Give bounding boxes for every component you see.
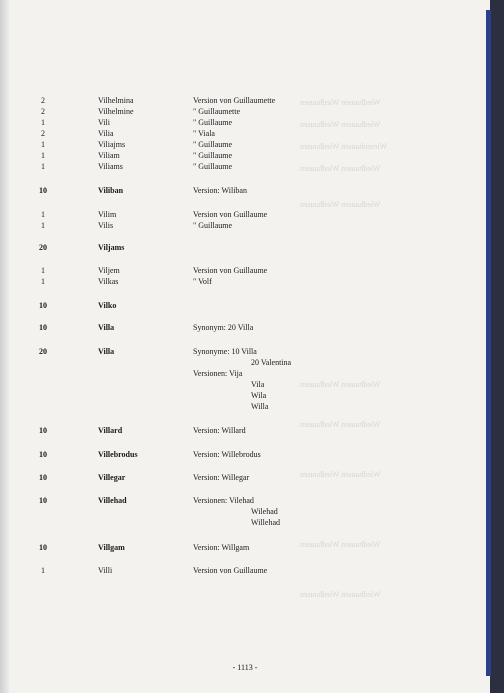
- entry-subreference: Wilehad: [251, 507, 278, 516]
- entry-count: 10: [39, 323, 47, 332]
- entry-name: Vilim: [98, 210, 117, 219]
- entry-count: 1: [41, 210, 45, 219]
- entry-name: Viliajms: [98, 140, 126, 149]
- entry-reference: Version: Willegar: [193, 473, 250, 482]
- entry-count: 2: [41, 129, 45, 138]
- entry-reference: Version: Willard: [193, 426, 246, 435]
- entry-name: Viliam: [98, 151, 120, 160]
- entry-name: Villi: [98, 566, 113, 575]
- entry-subreference: Willa: [251, 402, 269, 411]
- entry-name: Viliban: [98, 186, 124, 195]
- entry-count: 1: [41, 118, 45, 127]
- entry-count: 20: [39, 243, 47, 252]
- entry-reference: " Volf: [193, 277, 212, 286]
- book-cover-spine: [486, 10, 491, 676]
- entry-count: 10: [39, 301, 47, 310]
- bleed-through: Wiedhausen Wiedhausen: [300, 420, 381, 429]
- entry-subreference: Willehad: [251, 518, 280, 527]
- entry-count: 1: [41, 140, 45, 149]
- bleed-through: Wiedhausen Wiedhausen: [300, 590, 381, 599]
- bleed-through: Wiesenhausen Wiedhausen: [300, 142, 387, 151]
- entry-reference: Version von Guillaume: [193, 210, 268, 219]
- entry-count: 2: [41, 107, 45, 116]
- entry-reference: " Guillaume: [193, 162, 233, 171]
- entry-name: Vilko: [98, 301, 117, 310]
- entry-reference: " Viala: [193, 129, 215, 138]
- entry-name: Viliams: [98, 162, 123, 171]
- entry-name: Villa: [98, 323, 115, 332]
- entry-count: 10: [39, 473, 47, 482]
- entry-name: Vilhelmine: [98, 107, 134, 116]
- entry-count: 1: [41, 266, 45, 275]
- page-number: - 1113 -: [232, 663, 258, 672]
- entry-reference: " Guillaumette: [193, 107, 241, 116]
- entry-count: 1: [41, 566, 45, 575]
- entry-count: 10: [39, 426, 47, 435]
- entry-name: Viljem: [98, 266, 120, 275]
- entry-name: Villegar: [98, 473, 126, 482]
- entry-reference: Versionen: Vilehad: [193, 496, 254, 505]
- bleed-through: Wiedhausen Wiedhausen: [300, 200, 381, 209]
- bleed-through: Wiedhausen Wiedhausen: [300, 120, 381, 129]
- entry-subreference: Vila: [251, 380, 265, 389]
- entry-name: Villgam: [98, 543, 125, 552]
- bleed-through: Wiedhausen Wiedhausen: [300, 540, 381, 549]
- entry-reference: Version: Willebrodus: [193, 450, 261, 459]
- entry-reference: " Guillaume: [193, 118, 233, 127]
- entry-count: 10: [39, 186, 47, 195]
- entry-subreference: 20 Valentina: [251, 358, 292, 367]
- entry-name: Viljams: [98, 243, 125, 252]
- entry-count: 1: [41, 151, 45, 160]
- book-cover-edge: [490, 0, 504, 693]
- entry-name: Vili: [98, 118, 110, 127]
- entry-reference: " Guillaume: [193, 140, 233, 149]
- entry-reference: Version von Guillaumette: [193, 96, 276, 105]
- entry-reference: Version: Wiliban: [193, 186, 247, 195]
- entry-reference: Version von Guillaume: [193, 566, 268, 575]
- entry-name: Villebrodus: [98, 450, 138, 459]
- entry-reference: Version von Guillaume: [193, 266, 268, 275]
- entry-name: Vilhelmina: [98, 96, 134, 105]
- entry-name: Vilis: [98, 221, 114, 230]
- entry-reference: Version: Willgam: [193, 543, 250, 552]
- entry-name: Villard: [98, 426, 123, 435]
- entry-count: 1: [41, 277, 45, 286]
- bleed-through: Wiedhausen Wiedhausen: [300, 98, 381, 107]
- bleed-through: Wiedhausen Wiedhausen: [300, 470, 381, 479]
- entry-name: Villehad: [98, 496, 127, 505]
- entry-count: 10: [39, 450, 47, 459]
- entry-count: 20: [39, 347, 47, 356]
- entry-name: Vilia: [98, 129, 114, 138]
- entry-reference: " Guillaume: [193, 151, 233, 160]
- entry-subreference: Wila: [251, 391, 267, 400]
- entry-reference: " Guillaume: [193, 221, 233, 230]
- entry-name: Vilkas: [98, 277, 119, 286]
- entry-count: 10: [39, 543, 47, 552]
- entry-count: 10: [39, 496, 47, 505]
- entry-count: 1: [41, 221, 45, 230]
- entry-reference: Synonym: 20 Villa: [193, 323, 254, 332]
- entry-count: 1: [41, 162, 45, 171]
- bleed-through: Wiedhausen Wiedhausen: [300, 380, 381, 389]
- bleed-through: Wiedhausen Wiedhausen: [300, 164, 381, 173]
- entry-name: Villa: [98, 347, 115, 356]
- entry-reference: Synonyme: 10 Villa: [193, 347, 257, 356]
- entry-count: 2: [41, 96, 45, 105]
- entry-reference: Versionen: Vija: [193, 369, 243, 378]
